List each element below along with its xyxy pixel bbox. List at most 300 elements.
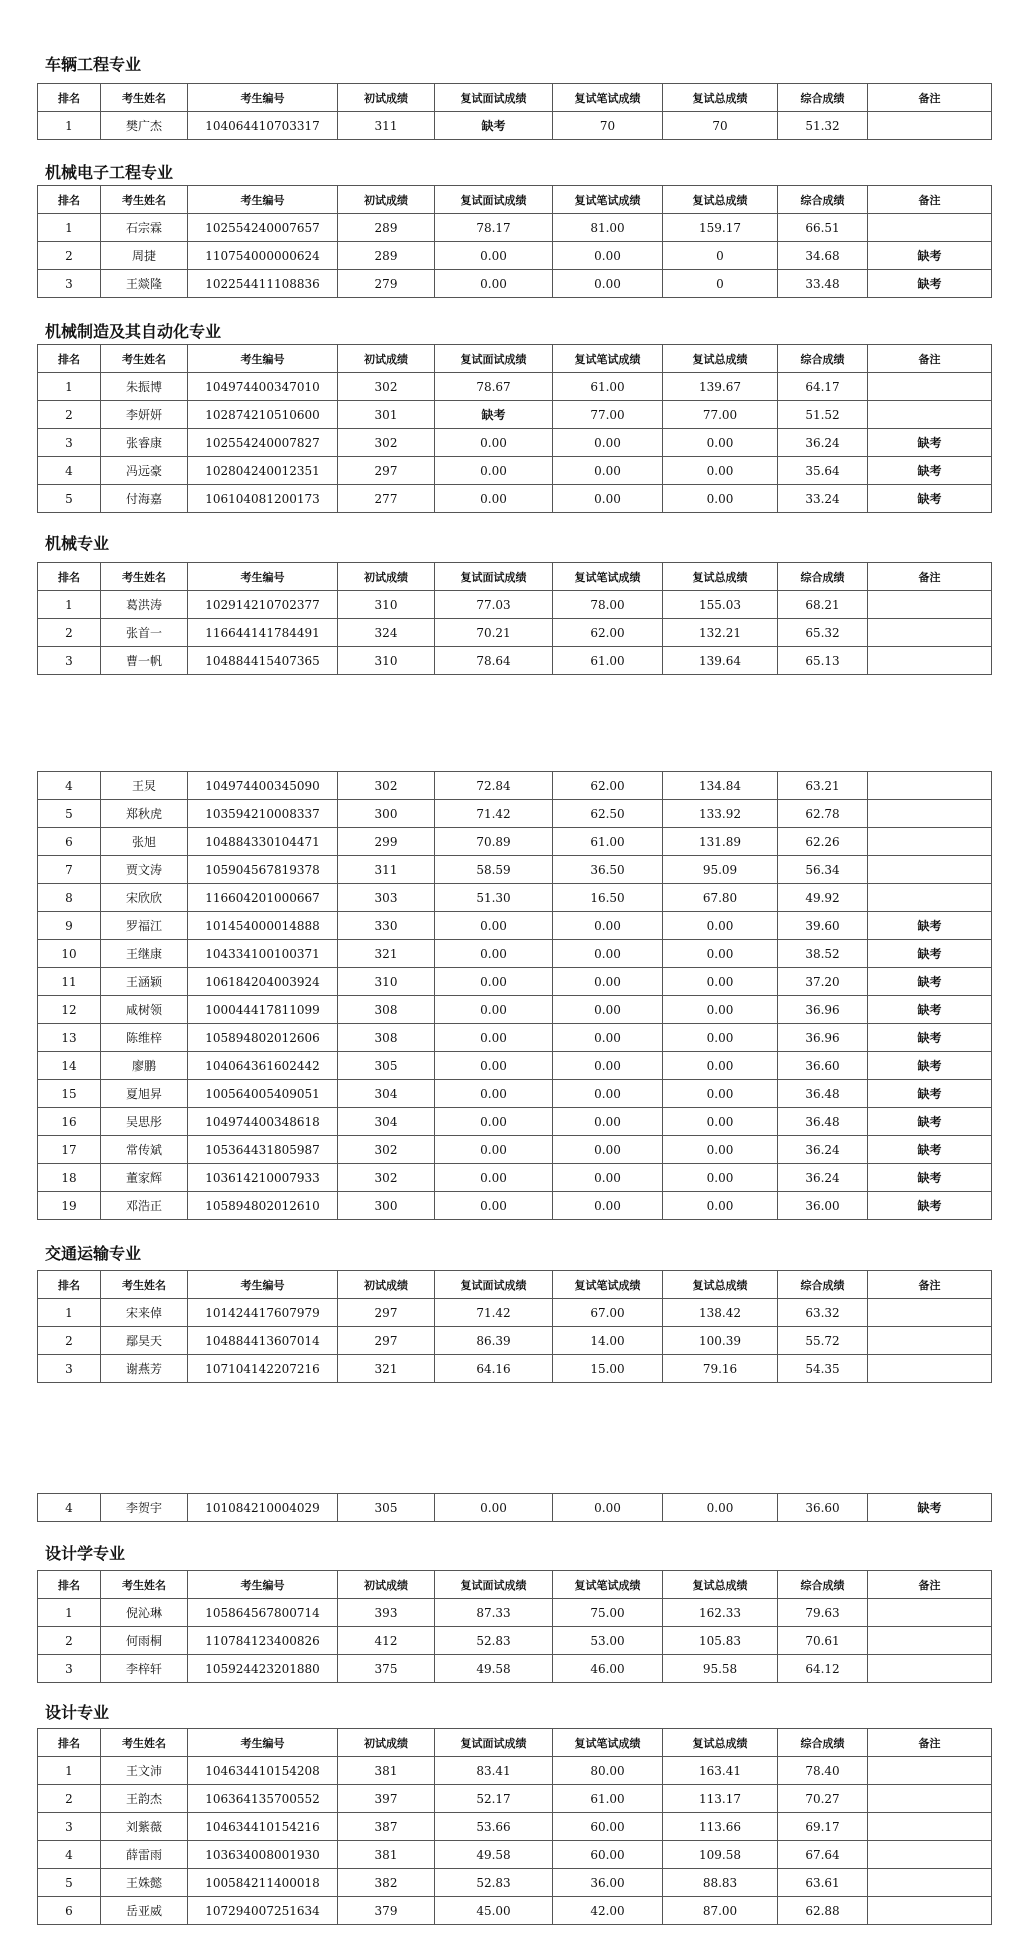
table-cell: 葛洪涛 bbox=[101, 591, 188, 619]
table-cell bbox=[868, 1327, 992, 1355]
table-cell: 6 bbox=[38, 828, 101, 856]
table-cell: 刘紫薇 bbox=[101, 1813, 188, 1841]
column-header: 复试笔试成绩 bbox=[553, 84, 663, 112]
table-cell: 277 bbox=[338, 485, 435, 513]
table-cell: 51.52 bbox=[778, 401, 868, 429]
table-cell: 5 bbox=[38, 1869, 101, 1897]
table-cell: 324 bbox=[338, 619, 435, 647]
table-cell: 3 bbox=[38, 647, 101, 675]
table-header-row bbox=[38, 563, 992, 591]
table-cell: 36.24 bbox=[778, 1164, 868, 1192]
table-row bbox=[38, 1494, 992, 1522]
table-cell: 104884330104471 bbox=[188, 828, 338, 856]
table-cell: 310 bbox=[338, 591, 435, 619]
table-cell: 0.00 bbox=[435, 1136, 553, 1164]
table-cell: 297 bbox=[338, 1299, 435, 1327]
table-header-row bbox=[38, 186, 992, 214]
table-cell: 375 bbox=[338, 1655, 435, 1683]
table-cell bbox=[868, 772, 992, 800]
column-header: 复试总成绩 bbox=[663, 1571, 778, 1599]
table-cell: 王继康 bbox=[101, 940, 188, 968]
table-cell: 曹一帆 bbox=[101, 647, 188, 675]
table-cell: 49.92 bbox=[778, 884, 868, 912]
score-table bbox=[37, 562, 992, 675]
table-cell bbox=[868, 1627, 992, 1655]
table-cell: 0.00 bbox=[435, 457, 553, 485]
table-cell: 2 bbox=[38, 619, 101, 647]
table-cell: 159.17 bbox=[663, 214, 778, 242]
table-cell: 321 bbox=[338, 940, 435, 968]
table-cell: 381 bbox=[338, 1757, 435, 1785]
table-cell: 0.00 bbox=[663, 429, 778, 457]
table-cell: 65.13 bbox=[778, 647, 868, 675]
table-cell: 105894802012606 bbox=[188, 1024, 338, 1052]
column-header: 备注 bbox=[868, 563, 992, 591]
table-cell: 36.00 bbox=[553, 1869, 663, 1897]
table-cell: 381 bbox=[338, 1841, 435, 1869]
table-row bbox=[38, 884, 992, 912]
table-cell: 64.12 bbox=[778, 1655, 868, 1683]
table-cell: 104884415407365 bbox=[188, 647, 338, 675]
column-header: 综合成绩 bbox=[778, 345, 868, 373]
table-cell: 王涵颖 bbox=[101, 968, 188, 996]
table-cell: 95.09 bbox=[663, 856, 778, 884]
table-cell: 0.00 bbox=[663, 1494, 778, 1522]
score-table bbox=[37, 1570, 992, 1683]
table-row bbox=[38, 619, 992, 647]
table-row bbox=[38, 1192, 992, 1220]
table-cell: 305 bbox=[338, 1052, 435, 1080]
table-cell: 缺考 bbox=[868, 1164, 992, 1192]
table-cell: 155.03 bbox=[663, 591, 778, 619]
table-cell bbox=[868, 800, 992, 828]
table-cell: 0.00 bbox=[553, 1192, 663, 1220]
table-row bbox=[38, 828, 992, 856]
table-cell: 7 bbox=[38, 856, 101, 884]
table-cell: 302 bbox=[338, 1164, 435, 1192]
table-cell: 0.00 bbox=[663, 1052, 778, 1080]
table-cell: 101084210004029 bbox=[188, 1494, 338, 1522]
table-cell: 缺考 bbox=[868, 996, 992, 1024]
table-cell: 廖鹏 bbox=[101, 1052, 188, 1080]
table-cell: 0.00 bbox=[663, 968, 778, 996]
table-row bbox=[38, 401, 992, 429]
table-cell: 0.00 bbox=[663, 1136, 778, 1164]
table-cell: 105864567800714 bbox=[188, 1599, 338, 1627]
table-cell: 0 bbox=[663, 242, 778, 270]
table-cell: 61.00 bbox=[553, 828, 663, 856]
table-cell: 0.00 bbox=[553, 1052, 663, 1080]
table-row bbox=[38, 940, 992, 968]
table-cell: 张旭 bbox=[101, 828, 188, 856]
table-cell: 72.84 bbox=[435, 772, 553, 800]
table-cell: 63.61 bbox=[778, 1869, 868, 1897]
table-cell: 郑秋虎 bbox=[101, 800, 188, 828]
table-cell: 104334100100371 bbox=[188, 940, 338, 968]
table-row bbox=[38, 1599, 992, 1627]
table-cell bbox=[868, 1869, 992, 1897]
table-cell: 0.00 bbox=[553, 270, 663, 298]
table-header-row bbox=[38, 1729, 992, 1757]
table-cell: 缺考 bbox=[868, 1052, 992, 1080]
table-cell: 87.33 bbox=[435, 1599, 553, 1627]
table-cell: 夏旭昇 bbox=[101, 1080, 188, 1108]
table-cell: 78.64 bbox=[435, 647, 553, 675]
table-cell: 300 bbox=[338, 800, 435, 828]
table-cell: 16 bbox=[38, 1108, 101, 1136]
table-cell: 49.58 bbox=[435, 1841, 553, 1869]
column-header: 考生编号 bbox=[188, 186, 338, 214]
table-cell: 0.00 bbox=[435, 940, 553, 968]
table-cell: 308 bbox=[338, 1024, 435, 1052]
table-cell: 102874210510600 bbox=[188, 401, 338, 429]
table-cell: 70.89 bbox=[435, 828, 553, 856]
table-cell: 70.21 bbox=[435, 619, 553, 647]
table-cell: 15.00 bbox=[553, 1355, 663, 1383]
table-cell: 33.48 bbox=[778, 270, 868, 298]
table-cell: 4 bbox=[38, 1494, 101, 1522]
table-cell: 305 bbox=[338, 1494, 435, 1522]
table-cell: 36.96 bbox=[778, 996, 868, 1024]
table-cell: 37.20 bbox=[778, 968, 868, 996]
table-cell: 李妍妍 bbox=[101, 401, 188, 429]
table-cell: 0.00 bbox=[663, 1164, 778, 1192]
table-cell: 王姝懿 bbox=[101, 1869, 188, 1897]
table-cell: 0.00 bbox=[435, 1024, 553, 1052]
table-cell bbox=[868, 1785, 992, 1813]
table-cell: 103634008001930 bbox=[188, 1841, 338, 1869]
table-cell: 9 bbox=[38, 912, 101, 940]
column-header: 复试面试成绩 bbox=[435, 1571, 553, 1599]
table-cell: 297 bbox=[338, 1327, 435, 1355]
table-cell: 王炅 bbox=[101, 772, 188, 800]
table-cell: 缺考 bbox=[868, 1192, 992, 1220]
table-cell: 67.00 bbox=[553, 1299, 663, 1327]
table-cell: 63.21 bbox=[778, 772, 868, 800]
table-cell: 缺考 bbox=[868, 1108, 992, 1136]
table-cell: 78.17 bbox=[435, 214, 553, 242]
table-cell: 谢燕芳 bbox=[101, 1355, 188, 1383]
table-cell: 104974400347010 bbox=[188, 373, 338, 401]
table-header-row bbox=[38, 345, 992, 373]
table-cell: 0.00 bbox=[663, 1024, 778, 1052]
score-table bbox=[37, 1728, 992, 1925]
table-cell: 116604201000667 bbox=[188, 884, 338, 912]
table-cell: 100.39 bbox=[663, 1327, 778, 1355]
table-cell: 0.00 bbox=[435, 968, 553, 996]
column-header: 复试笔试成绩 bbox=[553, 1271, 663, 1299]
table-cell: 19 bbox=[38, 1192, 101, 1220]
score-table bbox=[37, 1493, 992, 1522]
table-cell: 0.00 bbox=[553, 1108, 663, 1136]
table-cell: 36.48 bbox=[778, 1108, 868, 1136]
table-cell: 79.16 bbox=[663, 1355, 778, 1383]
table-cell: 11 bbox=[38, 968, 101, 996]
table-cell: 62.88 bbox=[778, 1897, 868, 1925]
section-title: 设计学专业 bbox=[45, 1544, 126, 1563]
column-header: 考生姓名 bbox=[101, 1571, 188, 1599]
table-cell: 石宗霖 bbox=[101, 214, 188, 242]
column-header: 初试成绩 bbox=[338, 1271, 435, 1299]
table-cell: 132.21 bbox=[663, 619, 778, 647]
table-cell: 70.27 bbox=[778, 1785, 868, 1813]
column-header: 复试总成绩 bbox=[663, 84, 778, 112]
table-cell: 缺考 bbox=[435, 112, 553, 140]
table-cell: 35.64 bbox=[778, 457, 868, 485]
table-cell: 0.00 bbox=[435, 1080, 553, 1108]
column-header: 复试面试成绩 bbox=[435, 186, 553, 214]
table-header-row bbox=[38, 1271, 992, 1299]
table-cell: 0.00 bbox=[663, 485, 778, 513]
table-cell: 36.50 bbox=[553, 856, 663, 884]
table-cell: 64.17 bbox=[778, 373, 868, 401]
table-cell: 133.92 bbox=[663, 800, 778, 828]
table-cell: 朱振博 bbox=[101, 373, 188, 401]
table-cell: 131.89 bbox=[663, 828, 778, 856]
table-cell: 0.00 bbox=[553, 1080, 663, 1108]
table-cell: 113.66 bbox=[663, 1813, 778, 1841]
table-cell bbox=[868, 1813, 992, 1841]
table-cell: 102254411108836 bbox=[188, 270, 338, 298]
score-table bbox=[37, 344, 992, 513]
table-cell: 邓浩正 bbox=[101, 1192, 188, 1220]
column-header: 复试面试成绩 bbox=[435, 84, 553, 112]
table-cell: 102804240012351 bbox=[188, 457, 338, 485]
table-cell: 33.24 bbox=[778, 485, 868, 513]
table-cell: 113.17 bbox=[663, 1785, 778, 1813]
table-cell: 宋来倬 bbox=[101, 1299, 188, 1327]
table-cell: 李贺宇 bbox=[101, 1494, 188, 1522]
table-cell bbox=[868, 373, 992, 401]
table-row bbox=[38, 1327, 992, 1355]
table-cell: 49.58 bbox=[435, 1655, 553, 1683]
table-cell: 67.64 bbox=[778, 1841, 868, 1869]
table-cell: 104064361602442 bbox=[188, 1052, 338, 1080]
table-cell: 陈维梓 bbox=[101, 1024, 188, 1052]
table-cell: 299 bbox=[338, 828, 435, 856]
table-cell: 0 bbox=[663, 270, 778, 298]
table-cell: 2 bbox=[38, 1327, 101, 1355]
table-cell: 付海嘉 bbox=[101, 485, 188, 513]
table-cell: 110784123400826 bbox=[188, 1627, 338, 1655]
table-cell: 罗福江 bbox=[101, 912, 188, 940]
table-cell: 311 bbox=[338, 112, 435, 140]
table-cell: 62.26 bbox=[778, 828, 868, 856]
table-cell: 52.83 bbox=[435, 1869, 553, 1897]
table-header-row bbox=[38, 1571, 992, 1599]
table-cell: 0.00 bbox=[435, 912, 553, 940]
table-row bbox=[38, 1052, 992, 1080]
table-cell: 83.41 bbox=[435, 1757, 553, 1785]
table-cell: 2 bbox=[38, 242, 101, 270]
table-cell: 321 bbox=[338, 1355, 435, 1383]
table-cell: 缺考 bbox=[868, 940, 992, 968]
column-header: 初试成绩 bbox=[338, 186, 435, 214]
table-cell bbox=[868, 1599, 992, 1627]
table-cell: 3 bbox=[38, 1813, 101, 1841]
table-cell: 3 bbox=[38, 1355, 101, 1383]
column-header: 考生编号 bbox=[188, 1729, 338, 1757]
table-cell: 78.67 bbox=[435, 373, 553, 401]
table-cell bbox=[868, 1841, 992, 1869]
table-cell: 8 bbox=[38, 884, 101, 912]
table-row bbox=[38, 1655, 992, 1683]
table-cell: 0.00 bbox=[553, 968, 663, 996]
table-row bbox=[38, 270, 992, 298]
column-header: 考生编号 bbox=[188, 84, 338, 112]
table-cell: 70.61 bbox=[778, 1627, 868, 1655]
column-header: 排名 bbox=[38, 84, 101, 112]
table-cell: 61.00 bbox=[553, 647, 663, 675]
table-cell: 0.00 bbox=[435, 429, 553, 457]
table-cell: 14 bbox=[38, 1052, 101, 1080]
table-cell: 302 bbox=[338, 1136, 435, 1164]
table-cell: 60.00 bbox=[553, 1813, 663, 1841]
table-row bbox=[38, 1627, 992, 1655]
table-cell: 100564005409051 bbox=[188, 1080, 338, 1108]
column-header: 复试总成绩 bbox=[663, 345, 778, 373]
table-cell: 107294007251634 bbox=[188, 1897, 338, 1925]
table-row bbox=[38, 1080, 992, 1108]
table-cell: 0.00 bbox=[553, 940, 663, 968]
table-cell: 330 bbox=[338, 912, 435, 940]
table-cell: 0.00 bbox=[435, 1108, 553, 1136]
table-row bbox=[38, 647, 992, 675]
table-cell: 62.00 bbox=[553, 619, 663, 647]
table-row bbox=[38, 1108, 992, 1136]
table-cell: 36.24 bbox=[778, 429, 868, 457]
table-cell: 10 bbox=[38, 940, 101, 968]
table-cell: 104884413607014 bbox=[188, 1327, 338, 1355]
column-header: 复试笔试成绩 bbox=[553, 186, 663, 214]
table-cell: 何雨桐 bbox=[101, 1627, 188, 1655]
table-cell: 412 bbox=[338, 1627, 435, 1655]
column-header: 排名 bbox=[38, 345, 101, 373]
table-cell: 36.60 bbox=[778, 1494, 868, 1522]
table-cell: 62.78 bbox=[778, 800, 868, 828]
table-cell: 105894802012610 bbox=[188, 1192, 338, 1220]
table-cell: 77.00 bbox=[553, 401, 663, 429]
column-header: 考生编号 bbox=[188, 345, 338, 373]
table-cell: 5 bbox=[38, 485, 101, 513]
table-cell: 78.40 bbox=[778, 1757, 868, 1785]
table-cell: 4 bbox=[38, 1841, 101, 1869]
table-cell bbox=[868, 401, 992, 429]
table-cell: 缺考 bbox=[868, 968, 992, 996]
table-cell: 106104081200173 bbox=[188, 485, 338, 513]
table-cell: 薛雷雨 bbox=[101, 1841, 188, 1869]
table-cell: 53.66 bbox=[435, 1813, 553, 1841]
column-header: 考生姓名 bbox=[101, 1729, 188, 1757]
table-cell: 冯远豪 bbox=[101, 457, 188, 485]
table-cell: 缺考 bbox=[868, 912, 992, 940]
column-header: 初试成绩 bbox=[338, 563, 435, 591]
table-cell: 53.00 bbox=[553, 1627, 663, 1655]
table-cell: 0.00 bbox=[553, 1494, 663, 1522]
table-cell: 42.00 bbox=[553, 1897, 663, 1925]
table-row bbox=[38, 1164, 992, 1192]
table-cell: 105924423201880 bbox=[188, 1655, 338, 1683]
table-cell: 297 bbox=[338, 457, 435, 485]
column-header: 复试总成绩 bbox=[663, 1271, 778, 1299]
table-cell: 36.48 bbox=[778, 1080, 868, 1108]
table-cell: 2 bbox=[38, 1627, 101, 1655]
column-header: 排名 bbox=[38, 1729, 101, 1757]
column-header: 复试笔试成绩 bbox=[553, 563, 663, 591]
column-header: 初试成绩 bbox=[338, 1571, 435, 1599]
table-cell: 1 bbox=[38, 1599, 101, 1627]
column-header: 初试成绩 bbox=[338, 1729, 435, 1757]
column-header: 复试面试成绩 bbox=[435, 1729, 553, 1757]
table-cell: 289 bbox=[338, 214, 435, 242]
table-cell bbox=[868, 828, 992, 856]
table-cell: 5 bbox=[38, 800, 101, 828]
table-cell: 0.00 bbox=[553, 242, 663, 270]
table-cell: 58.59 bbox=[435, 856, 553, 884]
table-cell: 0.00 bbox=[435, 1052, 553, 1080]
table-cell: 6 bbox=[38, 1897, 101, 1925]
table-cell: 107104142207216 bbox=[188, 1355, 338, 1383]
table-cell: 55.72 bbox=[778, 1327, 868, 1355]
table-cell: 0.00 bbox=[435, 485, 553, 513]
table-cell bbox=[868, 214, 992, 242]
table-cell: 134.84 bbox=[663, 772, 778, 800]
table-cell: 咸树领 bbox=[101, 996, 188, 1024]
table-cell: 0.00 bbox=[553, 912, 663, 940]
column-header: 综合成绩 bbox=[778, 1571, 868, 1599]
table-cell: 86.39 bbox=[435, 1327, 553, 1355]
table-cell: 69.17 bbox=[778, 1813, 868, 1841]
table-cell: 80.00 bbox=[553, 1757, 663, 1785]
table-cell: 104064410703317 bbox=[188, 112, 338, 140]
column-header: 综合成绩 bbox=[778, 84, 868, 112]
column-header: 综合成绩 bbox=[778, 1271, 868, 1299]
column-header: 复试笔试成绩 bbox=[553, 345, 663, 373]
table-cell bbox=[868, 1355, 992, 1383]
table-cell: 0.00 bbox=[435, 270, 553, 298]
column-header: 复试笔试成绩 bbox=[553, 1571, 663, 1599]
section-title: 交通运输专业 bbox=[45, 1244, 142, 1263]
table-cell: 100044417811099 bbox=[188, 996, 338, 1024]
column-header: 考生姓名 bbox=[101, 186, 188, 214]
section-title: 设计专业 bbox=[45, 1703, 110, 1722]
table-row bbox=[38, 912, 992, 940]
column-header: 初试成绩 bbox=[338, 345, 435, 373]
table-row bbox=[38, 1757, 992, 1785]
table-cell: 79.63 bbox=[778, 1599, 868, 1627]
table-cell: 75.00 bbox=[553, 1599, 663, 1627]
table-cell bbox=[868, 1897, 992, 1925]
table-cell: 106184204003924 bbox=[188, 968, 338, 996]
table-cell: 张睿康 bbox=[101, 429, 188, 457]
table-cell: 王韵杰 bbox=[101, 1785, 188, 1813]
table-cell: 65.32 bbox=[778, 619, 868, 647]
column-header: 排名 bbox=[38, 1571, 101, 1599]
table-cell: 缺考 bbox=[868, 1024, 992, 1052]
table-cell: 3 bbox=[38, 1655, 101, 1683]
table-cell: 38.52 bbox=[778, 940, 868, 968]
table-row bbox=[38, 800, 992, 828]
table-cell: 36.96 bbox=[778, 1024, 868, 1052]
table-cell: 缺考 bbox=[868, 242, 992, 270]
table-cell: 139.64 bbox=[663, 647, 778, 675]
table-cell: 104974400345090 bbox=[188, 772, 338, 800]
table-cell: 310 bbox=[338, 968, 435, 996]
section-title: 机械专业 bbox=[45, 534, 110, 553]
table-cell: 67.80 bbox=[663, 884, 778, 912]
table-row bbox=[38, 772, 992, 800]
table-cell: 87.00 bbox=[663, 1897, 778, 1925]
